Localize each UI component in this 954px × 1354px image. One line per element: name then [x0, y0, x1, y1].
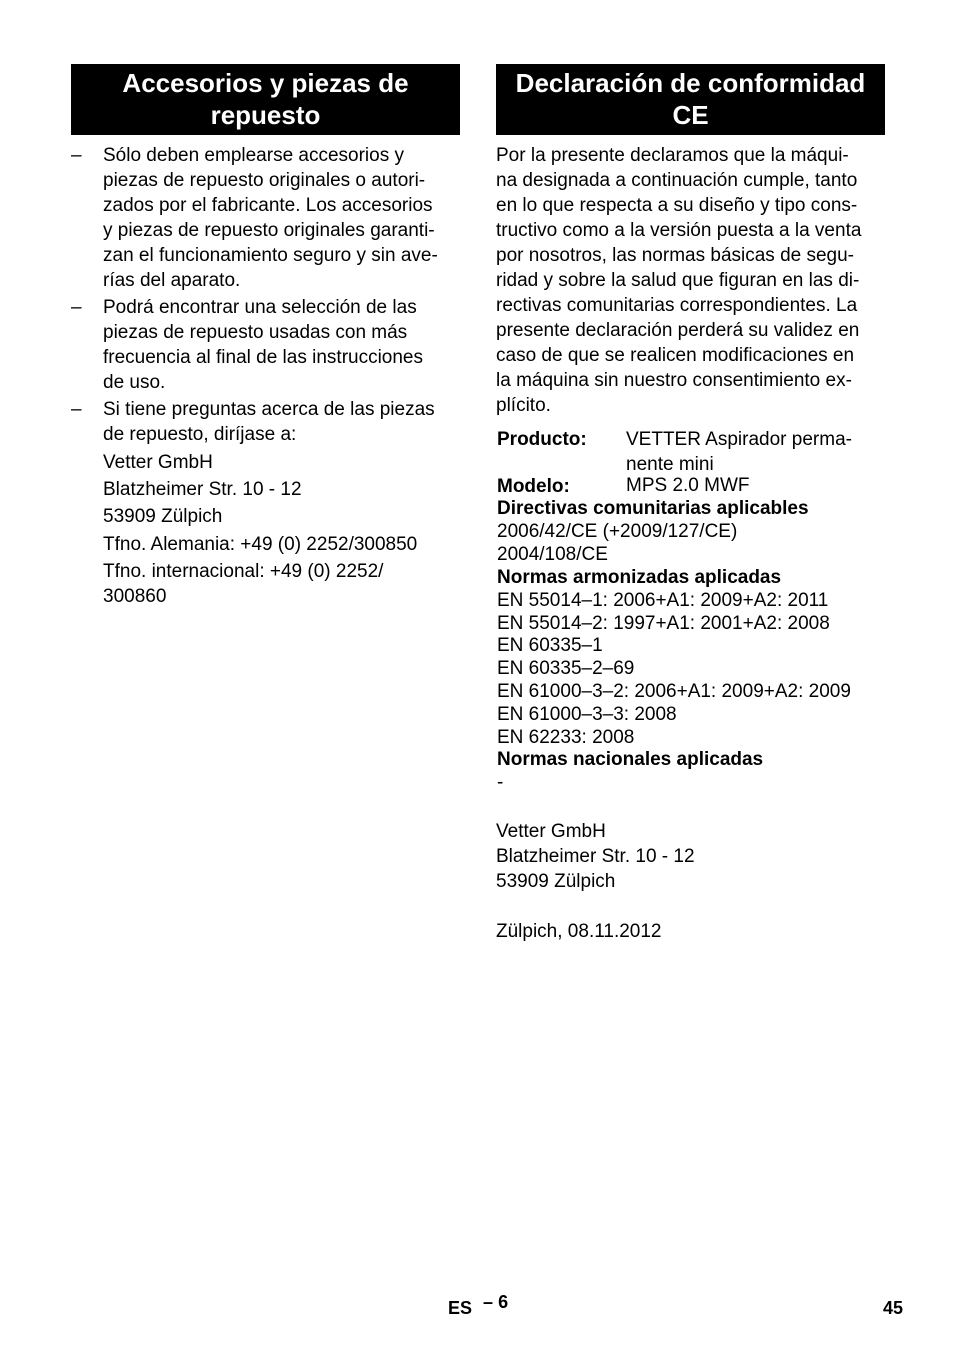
national-standards-title: Normas nacionales aplicadas — [497, 749, 764, 770]
contact-phone-international: Tfno. internacional: +49 (0) 2252/ — [103, 561, 384, 582]
bullet-text: Si tiene preguntas acerca de las piezas de repuesto, diríjase a: — [103, 399, 435, 445]
signatory-company: Vetter GmbH — [496, 821, 606, 842]
standard-item: EN 55014–2: 1997+A1: 2001+A2: 2008 — [497, 613, 830, 634]
footer-language: ES — [448, 1298, 473, 1318]
directives-title: Directivas comunitarias aplicables — [497, 498, 809, 519]
bullet-dash: – — [71, 399, 82, 420]
signatory-city: 53909 Zülpich — [496, 871, 616, 892]
directive-item: 2004/108/CE — [497, 544, 608, 565]
bullet-dash: – — [71, 297, 82, 318]
contact-street: Blatzheimer Str. 10 - 12 — [103, 479, 302, 500]
standard-item: EN 55014–1: 2006+A1: 2009+A2: 2011 — [497, 590, 829, 611]
harmonized-standards-title: Normas armonizadas aplicadas — [497, 567, 782, 588]
product-value: VETTER Aspirador perma- — [626, 429, 852, 450]
footer-section-page: – 6 — [483, 1292, 509, 1312]
page-number: 45 — [883, 1298, 904, 1318]
product-value-cont: nente mini — [626, 454, 714, 475]
national-standards-value: - — [497, 772, 504, 793]
standard-item: EN 60335–1 — [497, 635, 603, 656]
bullet-text: Sólo deben emplearse accesorios y piezas de repuesto originales o autori- zados por el fabricante. Los accesorios y piezas de repuesto originales garanti- zan el funcionamiento seguro y sin ave- rías del aparato. — [103, 145, 438, 291]
signatory-street: Blatzheimer Str. 10 - 12 — [496, 846, 695, 867]
directive-item: 2006/42/CE (+2009/127/CE) — [497, 521, 738, 542]
product-label: Producto: — [497, 429, 587, 450]
contact-city: 53909 Zülpich — [103, 506, 223, 527]
standard-item: EN 60335–2–69 — [497, 658, 635, 679]
footer-section-marker — [448, 1292, 509, 1319]
bullet-dash: – — [71, 145, 82, 166]
standard-item: EN 61000–3–3: 2008 — [497, 704, 677, 725]
bullet-text: Podrá encontrar una selección de las piezas de repuesto usadas con más frecuencia al final de las instrucciones de uso. — [103, 297, 424, 393]
standard-item: EN 62233: 2008 — [497, 727, 635, 748]
contact-phone-international-cont: 300860 — [103, 586, 167, 607]
declaration-date: Zülpich, 08.11.2012 — [496, 921, 662, 942]
contact-company: Vetter GmbH — [103, 452, 213, 473]
section-heading-declaration: Declaración de conformidad CE — [496, 64, 885, 135]
standard-item: EN 61000–3–2: 2006+A1: 2009+A2: 2009 — [497, 681, 851, 702]
declaration-intro: Por la presente declaramos que la máqui- na designada a continuación cumple, tanto en lo que respecta a su diseño y tipo cons- tructivo como a la versión puesta a la venta por nosotros, las normas básicas de segu- ridad y sobre la salud que figuran en las di- rectivas comunitarias correspondientes. La presente declaración perderá su validez en caso de que se realicen modificaciones en la máquina sin nuestro consentimiento ex- plícito. — [496, 145, 862, 416]
model-value: MPS 2.0 MWF — [626, 475, 750, 496]
model-label: Modelo: — [497, 476, 570, 497]
contact-phone-germany: Tfno. Alemania: +49 (0) 2252/300850 — [103, 534, 418, 555]
section-heading-accessories: Accesorios y piezas de repuesto — [71, 64, 460, 135]
